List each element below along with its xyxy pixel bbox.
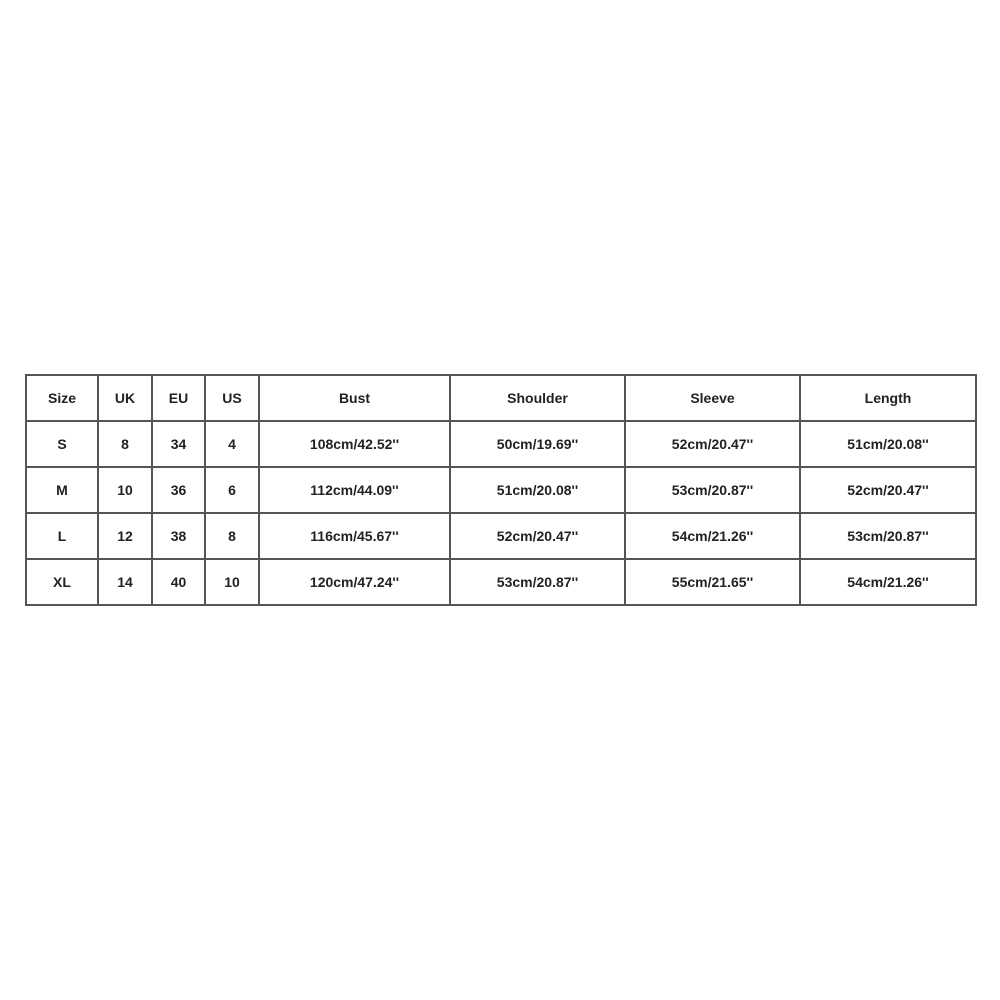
cell-size: XL: [26, 559, 98, 605]
cell-eu: 36: [152, 467, 205, 513]
header-uk: UK: [98, 375, 152, 421]
cell-bust: 116cm/45.67'': [259, 513, 450, 559]
cell-sleeve: 52cm/20.47'': [625, 421, 800, 467]
cell-us: 10: [205, 559, 259, 605]
cell-eu: 38: [152, 513, 205, 559]
header-shoulder: Shoulder: [450, 375, 625, 421]
header-sleeve: Sleeve: [625, 375, 800, 421]
table-row: [26, 467, 976, 513]
cell-sleeve: 55cm/21.65'': [625, 559, 800, 605]
header-size: Size: [26, 375, 98, 421]
cell-uk: 10: [98, 467, 152, 513]
header-length: Length: [800, 375, 976, 421]
header-eu: EU: [152, 375, 205, 421]
cell-us: 6: [205, 467, 259, 513]
header-row: [26, 375, 976, 421]
cell-eu: 34: [152, 421, 205, 467]
cell-sleeve: 53cm/20.87'': [625, 467, 800, 513]
table-row: [26, 421, 976, 467]
size-chart-table: [25, 374, 977, 606]
header-us: US: [205, 375, 259, 421]
cell-shoulder: 53cm/20.87'': [450, 559, 625, 605]
cell-size: L: [26, 513, 98, 559]
cell-us: 4: [205, 421, 259, 467]
cell-length: 53cm/20.87'': [800, 513, 976, 559]
header-bust: Bust: [259, 375, 450, 421]
cell-shoulder: 52cm/20.47'': [450, 513, 625, 559]
cell-us: 8: [205, 513, 259, 559]
table-row: [26, 513, 976, 559]
cell-sleeve: 54cm/21.26'': [625, 513, 800, 559]
cell-uk: 12: [98, 513, 152, 559]
cell-eu: 40: [152, 559, 205, 605]
cell-shoulder: 51cm/20.08'': [450, 467, 625, 513]
cell-length: 52cm/20.47'': [800, 467, 976, 513]
cell-length: 51cm/20.08'': [800, 421, 976, 467]
cell-bust: 120cm/47.24'': [259, 559, 450, 605]
cell-size: M: [26, 467, 98, 513]
cell-size: S: [26, 421, 98, 467]
table-row: [26, 559, 976, 605]
cell-uk: 14: [98, 559, 152, 605]
cell-uk: 8: [98, 421, 152, 467]
cell-bust: 108cm/42.52'': [259, 421, 450, 467]
cell-length: 54cm/21.26'': [800, 559, 976, 605]
cell-bust: 112cm/44.09'': [259, 467, 450, 513]
cell-shoulder: 50cm/19.69'': [450, 421, 625, 467]
